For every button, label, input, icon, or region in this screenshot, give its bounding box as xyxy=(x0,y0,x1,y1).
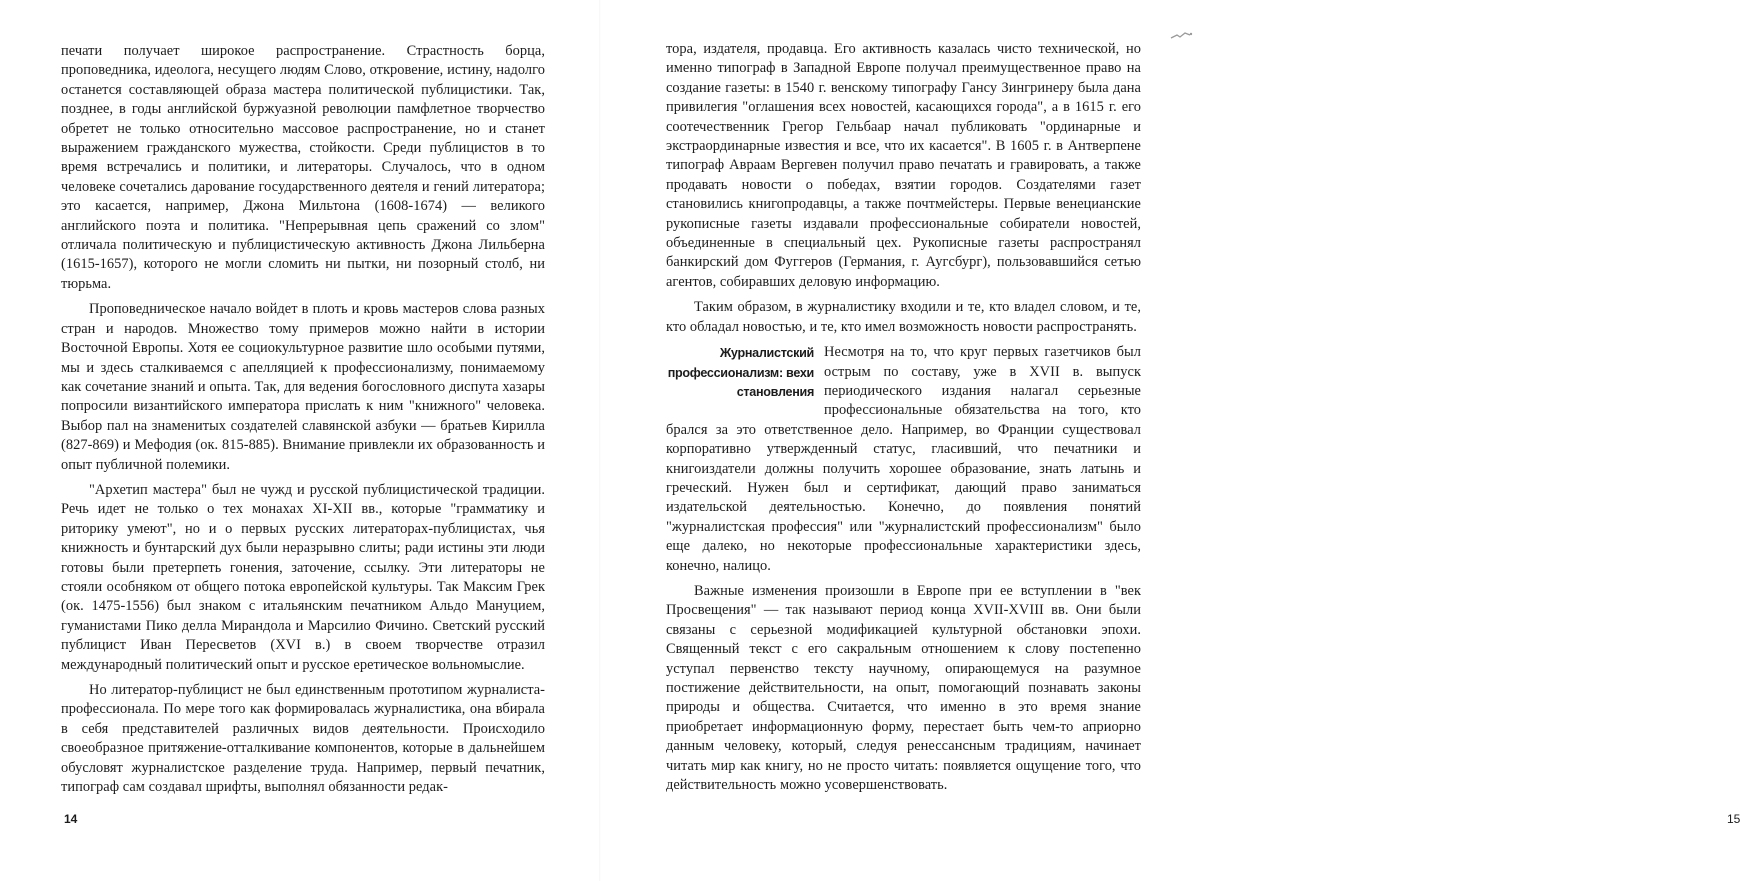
page-gutter xyxy=(599,0,601,881)
page-number: 15 xyxy=(1727,812,1740,826)
right-page-text xyxy=(666,40,1141,795)
page-number: 14 xyxy=(64,812,78,826)
corner-ink-mark xyxy=(1168,30,1194,42)
left-page-text xyxy=(61,42,545,797)
section-block xyxy=(666,343,1141,576)
section-heading: Журналистский профессионализм: вехи становления xyxy=(667,346,814,399)
paragraph: Таким образом, в журналистику входили и те, кто владел словом, и те, кто обладал новостью, и те, кто имел возможность новости распространять. xyxy=(666,299,1141,335)
paragraph: Но литератор-публицист не был единственным прототипом журналиста-профессионала. По мере того как формировалась журналистика, она вбирала в себя представителей различных видов деятельности. Происходило своеобразное притяжение-отталкивание компонентов, которые в дальнейшем обусловят журналистское разделение труда. Например, первый печатник, типограф сам создавал шрифты, выполнял обязанности редак- xyxy=(61,682,545,796)
paragraph: "Архетип мастера" был не чужд и русской публицистической традиции. Речь идет не только о тех монахах XI-XII вв., которые "грамматику и риторику умеют", но и о первых русских литераторах-публицистах, чья книжность и бунтарский дух были неразрывно слиты; ради истины эти люди готовы были претерпеть гонения, заточение, ссылку. Эти литераторы не стояли особняком от общего потока европейской культуры. Так Максим Грек (ок. 1475-1556) был знаком с итальянским печатником Альдо Мануцием, гуманистами Пико делла Мирандола и Марсилио Фичино. Светский русский публицист Иван Пересветов (XVI в.) в своем творчестве отразил международный политический опыт и русское еретическое вольномыслие. xyxy=(61,481,545,673)
paragraph: Важные изменения произошли в Европе при ее вступлении в "век Просвещения" — так называют период конца XVII-XVIII вв. Они были связаны с серьезной модификацией культурной обстановки эпохи. Священный текст с его сакральным отношением к слову постепенно уступал первенство тексту научному, опирающемуся на разумное постижение действительности, на опыт, помогающий познавать законы природы и общества. Считается, что именно в это время знание приобретает информационную форму, перестает быть чем-то априорно данным человеку, который, следуя ренессансным традициям, начинает читать мир как книгу, но не просто читать: появляется ощущение того, что действительность можно усовершенствовать. xyxy=(666,582,1141,794)
paragraph: Несмотря на то, что круг первых газетчиков был острым по составу, уже в XVII в. выпуск периодического издания налагал серьезные профессиональные обязательства на того, кто брался за это ответственное дело. Например, во Франции существовал корпоративно утвержденный статус, гласивший, что печатники и книгоиздатели должны получить хорошее образование, знать латынь и греческий. Нужен был и сертификат, дающий право заниматься издательской деятельностью. Конечно, до появления понятий "журналистская профессия" или "журналистский профессионализм" было еще далеко, но некоторые профессиональные характеристики здесь, конечно, налицо. xyxy=(666,344,1141,574)
paragraph: тора, издателя, продавца. Его активность казалась чисто технической, но именно типограф в Западной Европе получал преимущественное право на создание газеты: в 1540 г. венскому типографу Гансу Зингринеру была дана привилегия "оглашения всех новостей, касающихся города", а в 1615 г. его соотечественник Грегор Гельбаар начал публиковать "ординарные и экстраординарные известия и все, что их касается". В 1605 г. в Антверпене типограф Авраам Вергевен получил право печатать и гравировать, а также продавать новости о победах, взятии городов. Создателями газет становились книгопродавцы, а также почтмейстеры. Первые венецианские рукописные газеты издавали профессиональные собиратели новостей, объединенные в специальный цех. Рукописные газеты распространял банкирский дом Фуггеров (Германия, г. Аугсбург), пользовавшийся сетью агентов, собиравших деловую информацию. xyxy=(666,41,1141,290)
paragraph: печати получает широкое распространение. Страстность борца, проповедника, идеолога, несущего людям Слово, откровение, истину, надолго останется составляющей образа мастера политической публицистики. Так, позднее, в годы английской буржуазной революции памфлетное творчество обретет не только относительно массовое распространение, но и станет выражением гражданского мужества, стойкости. Среди публицистов в то время встречались и политики, и литераторы. Случалось, что в одном человеке сочетались дарование государственного деятеля и гений литератора; это касается, например, Джона Мильтона (1608-1674) — великого английского поэта и политика. "Непрерывная цепь сражений со злом" отличала политическую и публицистическую активность Джона Лильберна (1615-1657), которого не могли сломить ни пытки, ни позорный столб, ни тюрьма. xyxy=(61,43,545,292)
paragraph: Проповедническое начало войдет в плоть и кровь мастеров слова разных стран и народов. Множество тому примеров можно найти в истории Восточной Европы. Хотя ее социокультурное развитие шло особыми путями, мы и здесь сталкиваемся с апелляцией к профессионализму, понимаемому как сочетание знаний и опыта. Так, для ведения богословного диспута хазары попросили византийского императора прислать к ним "книжного" человека. Выбор пал на знаменитых создателей славянской азбуки — братьев Кирилла (827-869) и Мефодия (ок. 815-885). Внимание привлекли их образованность и опыт публичной полемики. xyxy=(61,301,545,473)
